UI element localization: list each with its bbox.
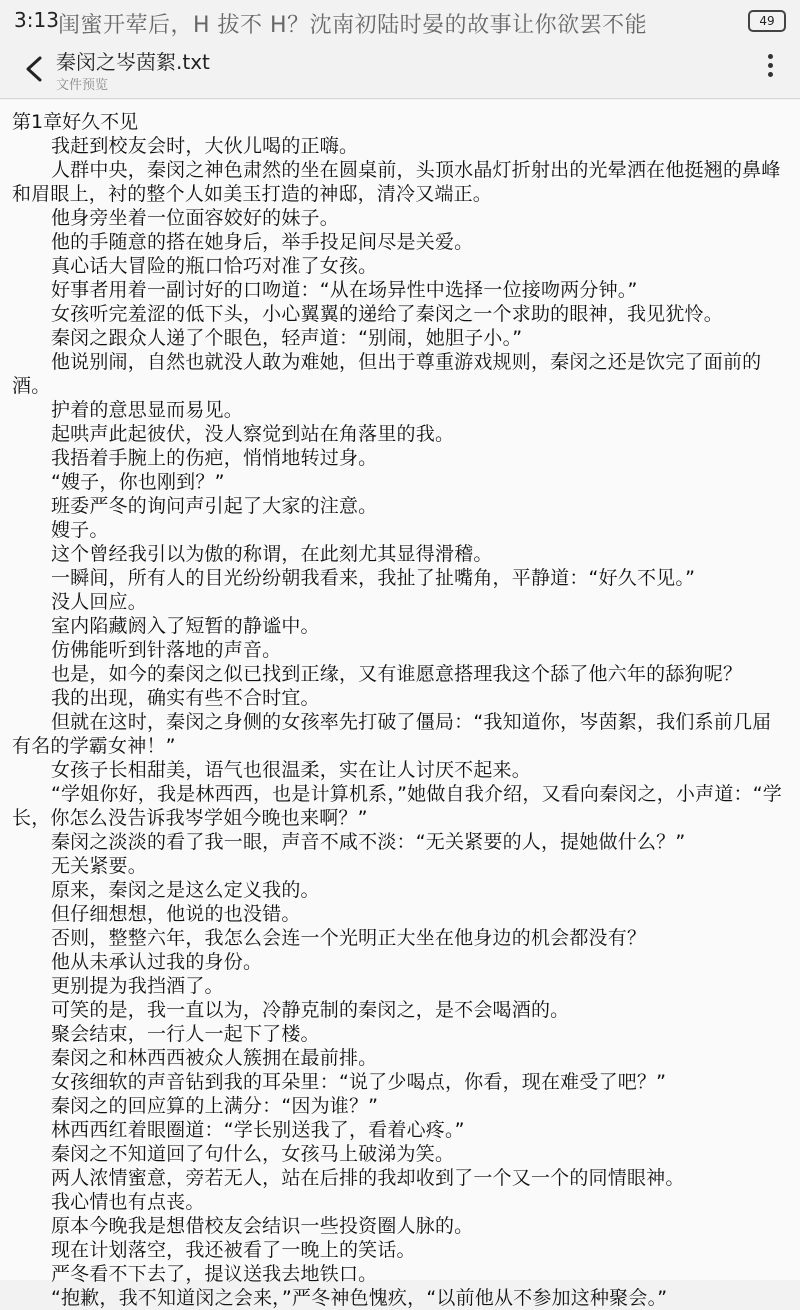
paragraph: 但仔细想想，他说的也没错。 bbox=[50, 903, 301, 925]
status-time: 3:13 bbox=[14, 8, 59, 32]
paragraph: 否则，整整六年，我怎么会连一个光明正大坐在他身边的机会都没有？ bbox=[50, 927, 647, 949]
paragraph: 秦闵之淡淡的看了我一眼，声音不咸不淡：“无关紧要的人，提她做什么？” bbox=[50, 831, 686, 853]
paragraph: 我的出现，确实有些不合时宜。 bbox=[50, 687, 320, 709]
paragraph: 他从未承认过我的身份。 bbox=[50, 951, 263, 973]
status-bar bbox=[0, 0, 800, 40]
paragraph: 女孩子长相甜美，语气也很温柔，实在让人讨厌不起来。 bbox=[50, 759, 531, 781]
paragraph: 真心话大冒险的瓶口恰巧对准了女孩。 bbox=[50, 255, 378, 277]
paragraph: 没人回应。 bbox=[50, 591, 147, 613]
paragraph: 嫂子。 bbox=[50, 519, 109, 541]
paragraph: 人群中央，秦闵之神色肃然的坐在圆桌前，头顶水晶灯折射出的光晕洒在他挺翘的鼻峰和眉眼上，衬的整个人如美玉打造的神邸，清冷又端正。 bbox=[12, 159, 781, 205]
paragraph: 班委严冬的询问声引起了大家的注意。 bbox=[50, 495, 378, 517]
paragraph: 一瞬间，所有人的目光纷纷朝我看来，我扯了扯嘴角，平静道：“好久不见。” bbox=[50, 567, 696, 589]
paragraph: 他的手随意的搭在她身后，举手投足间尽是关爱。 bbox=[50, 231, 474, 253]
paragraph: “抱歉，我不知道闵之会来，”严冬神色愧疚，“以前他从不参加这种聚会。” bbox=[50, 1287, 668, 1309]
paragraph: 但就在这时，秦闵之身侧的女孩率先打破了僵局：“我知道你，岑茵絮，我们系前几届有名的学霸女神！” bbox=[12, 711, 772, 757]
app-header bbox=[0, 40, 800, 99]
document-content[interactable] bbox=[0, 100, 800, 1309]
file-preview-label: 文件预览 bbox=[56, 78, 109, 93]
paragraph: 好事者用着一副讨好的口吻道：“从在场异性中选择一位接吻两分钟。” bbox=[50, 279, 638, 301]
paragraph: 严冬看不下去了，提议送我去地铁口。 bbox=[50, 1263, 378, 1285]
notification-title: 闺蜜开荤后，H 拔不 H？沈南初陆时晏的故事让你欲罢不能 bbox=[58, 13, 648, 38]
paragraph: 这个曾经我引以为傲的称谓，在此刻尤其显得滑稽。 bbox=[50, 543, 493, 565]
paragraph: 起哄声此起彼伏，没人察觉到站在角落里的我。 bbox=[50, 423, 455, 445]
paragraph: 我赶到校友会时，大伙儿喝的正嗨。 bbox=[50, 135, 359, 157]
paragraph: 可笑的是，我一直以为，冷静克制的秦闵之，是不会喝酒的。 bbox=[50, 999, 570, 1021]
paragraph: 原本今晚我是想借校友会结识一些投资圈人脉的。 bbox=[50, 1215, 474, 1237]
paragraph: 现在计划落空，我还被看了一晚上的笑话。 bbox=[50, 1239, 416, 1261]
back-arrow-icon[interactable] bbox=[20, 52, 50, 86]
paragraph: 秦闵之不知道回了句什么，女孩马上破涕为笑。 bbox=[50, 1143, 455, 1165]
paragraph: 他说别闹，自然也就没人敢为难她，但出于尊重游戏规则，秦闵之还是饮完了面前的酒。 bbox=[12, 351, 762, 397]
paragraph: 原来，秦闵之是这么定义我的。 bbox=[50, 879, 320, 901]
paragraph: “学姐你好，我是林西西，也是计算机系，”她做自我介绍，又看向秦闵之，小声道：“学长，你怎么没告诉我岑学姐今晚也来啊？” bbox=[12, 783, 782, 829]
paragraph: 我心情也有点丧。 bbox=[50, 1191, 205, 1213]
paragraph: 也是，如今的秦闵之似已找到正缘，又有谁愿意搭理我这个舔了他六年的舔狗呢？ bbox=[50, 663, 743, 685]
paragraph: 两人浓情蜜意，旁若无人，站在后排的我却收到了一个又一个的同情眼神。 bbox=[50, 1167, 685, 1189]
battery-icon: 49 bbox=[748, 10, 786, 32]
paragraph: 女孩细软的声音钻到我的耳朵里：“说了少喝点，你看，现在难受了吧？” bbox=[50, 1071, 667, 1093]
paragraph: “嫂子，你也刚到？” bbox=[50, 471, 225, 493]
paragraph: 更别提为我挡酒了。 bbox=[50, 975, 224, 997]
paragraph: 无关紧要。 bbox=[50, 855, 147, 877]
paragraph-list bbox=[12, 134, 788, 1310]
paragraph: 仿佛能听到针落地的声音。 bbox=[50, 639, 282, 661]
paragraph: 林西西红着眼圈道：“学长别送我了，看着心疼。” bbox=[50, 1119, 465, 1141]
paragraph: 室内陷藏阏入了短暂的静谧中。 bbox=[50, 615, 320, 637]
chapter-title: 第1章好久不见 bbox=[12, 111, 139, 133]
file-name: 秦闵之岑茵絮.txt bbox=[56, 50, 210, 74]
more-options-icon[interactable] bbox=[762, 50, 778, 86]
paragraph: 女孩听完羞涩的低下头，小心翼翼的递给了秦闵之一个求助的眼神，我见犹怜。 bbox=[50, 303, 723, 325]
paragraph: 我捂着手腕上的伤疤，悄悄地转过身。 bbox=[50, 447, 378, 469]
paragraph: 秦闵之的回应算的上满分：“因为谁？” bbox=[50, 1095, 379, 1117]
paragraph: 聚会结束，一行人一起下了楼。 bbox=[50, 1023, 320, 1045]
paragraph: 秦闵之和林西西被众人簇拥在最前排。 bbox=[50, 1047, 378, 1069]
paragraph: 秦闵之跟众人递了个眼色，轻声道：“别闹，她胆子小。” bbox=[50, 327, 523, 349]
paragraph: 他身旁坐着一位面容姣好的妹子。 bbox=[50, 207, 339, 229]
paragraph: 护着的意思显而易见。 bbox=[50, 399, 243, 421]
